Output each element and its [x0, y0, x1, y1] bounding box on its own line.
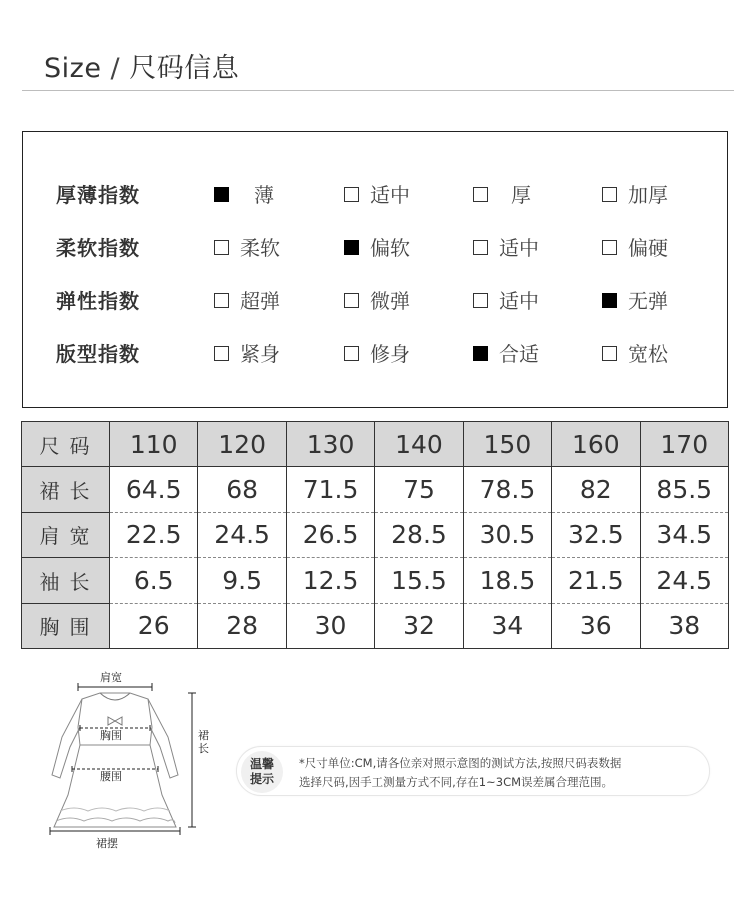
index-label: 弹性指数 — [56, 289, 140, 313]
table-cell: 71.5 — [286, 467, 374, 512]
checkbox-empty — [473, 293, 488, 308]
table-cell: 30 — [286, 603, 374, 648]
table-cell: 32 — [375, 603, 463, 648]
table-cell: 24.5 — [640, 558, 728, 603]
table-cell: 12.5 — [286, 558, 374, 603]
table-cell: 78.5 — [463, 467, 551, 512]
size-cell: 160 — [552, 422, 640, 467]
checkbox-empty — [602, 346, 617, 361]
size-cell: 170 — [640, 422, 728, 467]
dress-sketch-icon — [40, 665, 220, 855]
table-cell: 64.5 — [110, 467, 198, 512]
tip-badge: 温馨 提示 — [241, 751, 283, 793]
table-row — [22, 467, 729, 512]
length-label: 裙长 — [198, 729, 209, 755]
index-label: 厚薄指数 — [56, 183, 140, 207]
table-cell: 24.5 — [198, 512, 286, 557]
table-cell: 75 — [375, 467, 463, 512]
table-cell: 85.5 — [640, 467, 728, 512]
checkbox-empty — [214, 240, 229, 255]
title-cn: 尺码信息 — [129, 53, 240, 84]
table-cell: 36 — [552, 603, 640, 648]
hem-label: 裙摆 — [96, 837, 118, 850]
table-cell: 22.5 — [110, 512, 198, 557]
table-cell: 15.5 — [375, 558, 463, 603]
table-cell: 38 — [640, 603, 728, 648]
shoulder-label: 肩宽 — [100, 671, 122, 684]
index-row-softness: 柔软指数 柔软 偏软 适中 偏硬 — [23, 233, 727, 263]
size-cell: 110 — [110, 422, 198, 467]
index-row-elasticity: 弹性指数 超弹 微弹 适中 无弹 — [23, 286, 727, 316]
chest-label: 胸围 — [100, 729, 122, 742]
row-header: 袖长 — [22, 558, 110, 603]
title-en: Size — [44, 53, 102, 84]
index-label: 版型指数 — [56, 342, 140, 366]
checkbox-empty — [214, 293, 229, 308]
checkbox-filled — [473, 346, 488, 361]
table-header-row — [22, 422, 729, 467]
table-cell: 68 — [198, 467, 286, 512]
title-separator: / — [110, 53, 121, 84]
checkbox-filled — [602, 293, 617, 308]
table-cell: 21.5 — [552, 558, 640, 603]
size-cell: 150 — [463, 422, 551, 467]
table-cell: 6.5 — [110, 558, 198, 603]
checkbox-filled — [214, 187, 229, 202]
checkbox-empty — [602, 240, 617, 255]
fabric-index-panel — [22, 131, 728, 408]
row-header: 裙长 — [22, 467, 110, 512]
table-cell: 26.5 — [286, 512, 374, 557]
table-cell: 18.5 — [463, 558, 551, 603]
checkbox-empty — [344, 346, 359, 361]
measurement-diagram — [40, 665, 220, 855]
table-cell: 82 — [552, 467, 640, 512]
checkbox-filled — [344, 240, 359, 255]
checkbox-empty — [214, 346, 229, 361]
row-header: 尺码 — [22, 422, 110, 467]
table-cell: 28.5 — [375, 512, 463, 557]
index-row-fit: 版型指数 紧身 修身 合适 宽松 — [23, 339, 727, 369]
table-cell: 34.5 — [640, 512, 728, 557]
table-cell: 34 — [463, 603, 551, 648]
page-title — [44, 46, 239, 86]
table-cell: 28 — [198, 603, 286, 648]
checkbox-empty — [473, 187, 488, 202]
checkbox-empty — [344, 187, 359, 202]
table-cell: 26 — [110, 603, 198, 648]
index-row-thickness: 厚薄指数 薄 适中 厚 加厚 — [23, 180, 727, 210]
size-cell: 120 — [198, 422, 286, 467]
index-label: 柔软指数 — [56, 236, 140, 260]
table-cell: 30.5 — [463, 512, 551, 557]
tip-text: *尺寸单位:CM,请各位亲对照示意图的测试方法,按照尺码表数据 选择尺码,因手工测量方式不同,存在1~3CM误差属合理范围。 — [299, 756, 622, 789]
row-header: 肩宽 — [22, 512, 110, 557]
table-cell: 9.5 — [198, 558, 286, 603]
tip-box — [236, 746, 710, 796]
checkbox-empty — [344, 293, 359, 308]
checkbox-empty — [602, 187, 617, 202]
size-cell: 140 — [375, 422, 463, 467]
table-row — [22, 558, 729, 603]
waist-label: 腰围 — [100, 770, 122, 783]
table-cell: 32.5 — [552, 512, 640, 557]
row-header: 胸围 — [22, 603, 110, 648]
table-row — [22, 512, 729, 557]
table-row — [22, 603, 729, 648]
checkbox-empty — [473, 240, 488, 255]
size-cell: 130 — [286, 422, 374, 467]
title-divider — [22, 90, 734, 91]
size-table — [21, 421, 729, 649]
